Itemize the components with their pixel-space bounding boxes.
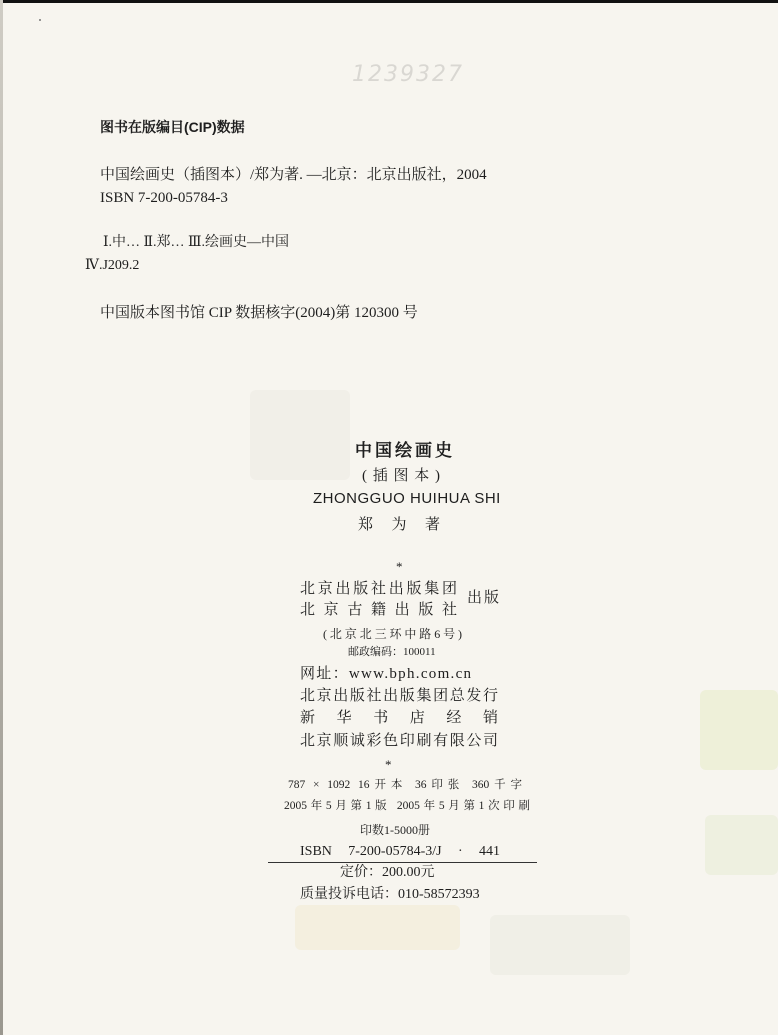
- scan-speck: [39, 19, 41, 21]
- isbn-full: ISBN 7-200-05784-3/J · 441: [300, 844, 500, 859]
- complaint-phone: 质量投诉电话：010-58572393: [300, 887, 480, 902]
- printer: 北京顺诚彩色印刷有限公司: [300, 733, 498, 749]
- print-run: 印数1-5000册: [360, 823, 430, 837]
- cip-data-number: 中国版本图书馆 CIP 数据核字(2004)第 120300 号: [100, 305, 418, 321]
- cip-isbn: ISBN 7-200-05784-3: [100, 190, 228, 206]
- book-format: 787 × 1092 16开本 36印张 360千字: [288, 779, 522, 791]
- scan-top-edge: [0, 0, 778, 3]
- price: 定价：200.00元: [340, 865, 435, 880]
- scan-left-edge: [0, 0, 3, 1035]
- book-author: 郑 为 著: [358, 517, 440, 533]
- distributor: 北京出版社出版集团总发行: [300, 688, 498, 704]
- bleed-through-mark: [705, 815, 778, 875]
- bleed-through-mark: [295, 905, 460, 950]
- publisher-name: 北 京 古 籍 出 版 社: [300, 602, 457, 618]
- divider-rule: [268, 862, 537, 863]
- publish-label: 出版: [467, 590, 499, 606]
- book-title-pinyin: ZHONGGUO HUIHUA SHI: [313, 490, 501, 507]
- seller: 新 华 书 店 经 销: [300, 710, 498, 726]
- website: 网址：www.bph.com.cn: [300, 666, 473, 682]
- cip-entry-line: 中国绘画史（插图本）/郑为著. —北京：北京出版社，2004: [100, 167, 487, 183]
- cip-classification: Ⅳ.J209.2: [85, 258, 140, 273]
- cip-heading: 图书在版编目(CIP)数据: [100, 119, 245, 135]
- handwritten-accession-number: 1239327: [352, 62, 464, 87]
- separator-star-2: *: [385, 757, 392, 772]
- separator-star: *: [396, 559, 403, 574]
- edition-info: 2005年5月第1版 2005年5月第1次印刷: [284, 800, 530, 812]
- bleed-through-mark: [250, 390, 350, 480]
- bleed-through-mark: [490, 915, 630, 975]
- publisher-address: (北京北三环中路6号): [323, 627, 462, 641]
- publisher-group: 北京出版社出版集团: [300, 581, 457, 597]
- book-subtitle: (插图本): [362, 468, 440, 484]
- bleed-through-mark: [700, 690, 778, 770]
- cip-subjects: Ⅰ.中… Ⅱ.郑… Ⅲ.绘画史—中国: [103, 235, 290, 250]
- book-title: 中国绘画史: [355, 441, 452, 460]
- postcode: 邮政编码：100011: [348, 646, 436, 658]
